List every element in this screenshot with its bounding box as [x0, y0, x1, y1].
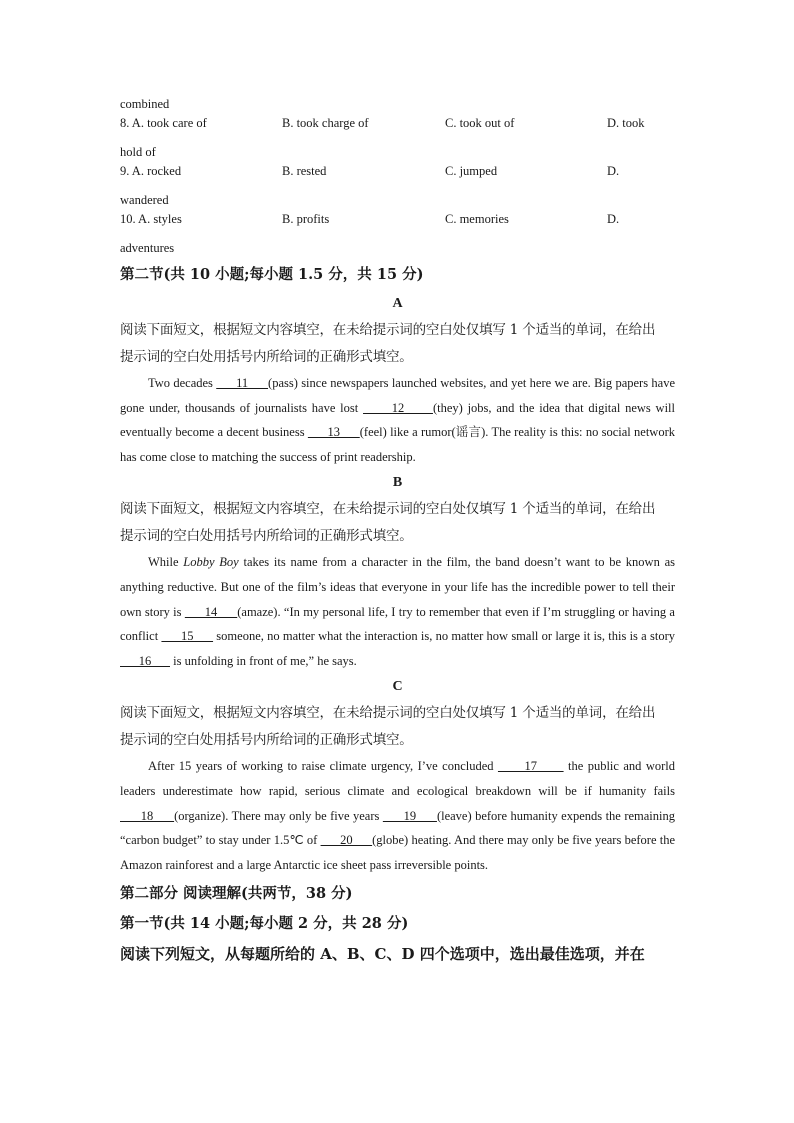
passage-b-instruction-2: 提示词的空白处用括号内所给词的正确形式填空。	[120, 528, 413, 545]
blank-11[interactable]: 11	[216, 376, 269, 390]
q8-options	[120, 116, 675, 140]
passage-c-text: After 15 years of working to raise climate urgency, I’ve concluded 17 the public and world leaders underestimate how rapid, serious climate and ecological breakdown will be if humanity fails 18 (organize). There may only be five years 19 (leave) before humanity expends the remaining “carbon budget” to stay under 1.5℃ of 20 (globe) heating. And there may only be five years before the Amazon rainforest and a large Antarctic ice sheet pass irreversible points.	[120, 759, 676, 872]
part2-section1-heading: 第一节(共 14 小题;每小题 2 分，共 28 分)	[120, 915, 409, 933]
part2-instruction: 阅读下列短文，从每题所给的 A、B、C、D 四个选项中，选出最佳选项，并在	[120, 945, 645, 964]
passage-a-instruction-1: 阅读下面短文，根据短文内容填空，在未给提示词的空白处仅填写 1 个适当的单词，在给出	[120, 322, 656, 338]
blank-19[interactable]: 19	[382, 808, 437, 823]
blank-12[interactable]: 12	[363, 400, 433, 415]
passage-b-label: B	[392, 475, 403, 491]
q10-option-d: D.	[607, 212, 620, 226]
q9-option-b: B. rested	[282, 164, 327, 178]
q10-option-c: C. memories	[445, 212, 509, 226]
q8-option-c: C. took out of	[445, 116, 515, 130]
passage-a-instruction-2: 提示词的空白处用括号内所给词的正确形式填空。	[120, 349, 413, 365]
passage-a-text: Two decades 11 (pass) since newspapers launched websites, and yet here we are. Big papers have gone under, thousands of journalists have lost 12 (they) jobs, and the idea that digital news will eventually become a decent business 13 (feel) like a rumor(谣言). The reality is this: no social network has come close to matching the success of print readership.	[120, 376, 675, 464]
section2-heading: 第二节(共 10 小题;每小题 1.5 分，共 15 分)	[120, 266, 424, 283]
blank-13[interactable]: 13	[307, 425, 360, 440]
blank-15[interactable]: 15	[161, 629, 214, 644]
q10-option-b: B. profits	[282, 212, 330, 226]
q9-option-c: C. jumped	[445, 164, 498, 178]
q8-option-d-wrap: hold of	[120, 145, 156, 159]
q9-options	[120, 164, 675, 188]
passage-c-label: C	[392, 679, 403, 695]
passage-a-label: A	[392, 296, 403, 311]
q10-option-a: 10. A. styles	[120, 212, 182, 226]
q7-option-wrap: combined	[120, 97, 170, 111]
blank-18[interactable]: 18	[120, 808, 175, 823]
blank-20[interactable]: 20	[320, 833, 373, 848]
q8-option-b: B. took charge of	[282, 116, 369, 130]
q8-option-d: D. took	[607, 116, 645, 130]
passage-c-instruction-1: 阅读下面短文，根据短文内容填空，在未给提示词的空白处仅填写 1 个适当的单词，在给出	[120, 705, 656, 722]
q9-option-a: 9. A. rocked	[120, 164, 182, 178]
blank-16[interactable]: 16	[120, 653, 170, 668]
q9-option-d-wrap: wandered	[120, 193, 169, 207]
passage-c-instruction-2: 提示词的空白处用括号内所给词的正确形式填空。	[120, 732, 413, 749]
passage-b-text: While Lobby Boy takes its name from a character in the film, the band doesn’t want to be known as anything reductive. But one of the film’s ideas that everyone in your life has the incredible power to tell their own story is 14 (amaze). “In my personal life, I try to remember that even if I’m struggling or having a conflict 15 someone, no matter what the interaction is, no matter how small or large it is, this is a story 16 is unfolding in front of me,” he says.	[120, 555, 675, 668]
q9-option-d: D.	[607, 164, 620, 178]
q10-option-d-wrap: adventures	[120, 241, 175, 255]
part2-heading: 第二部分 阅读理解(共两节，38 分)	[120, 885, 353, 903]
exam-page	[120, 92, 675, 969]
passage-b-instruction-1: 阅读下面短文，根据短文内容填空，在未给提示词的空白处仅填写 1 个适当的单词，在给出	[120, 501, 656, 518]
q10-options	[120, 212, 675, 236]
blank-14[interactable]: 14	[184, 604, 238, 619]
q8-option-a: 8. A. took care of	[120, 116, 207, 130]
blank-17[interactable]: 17	[497, 759, 564, 774]
film-title: Lobby Boy	[183, 555, 239, 570]
